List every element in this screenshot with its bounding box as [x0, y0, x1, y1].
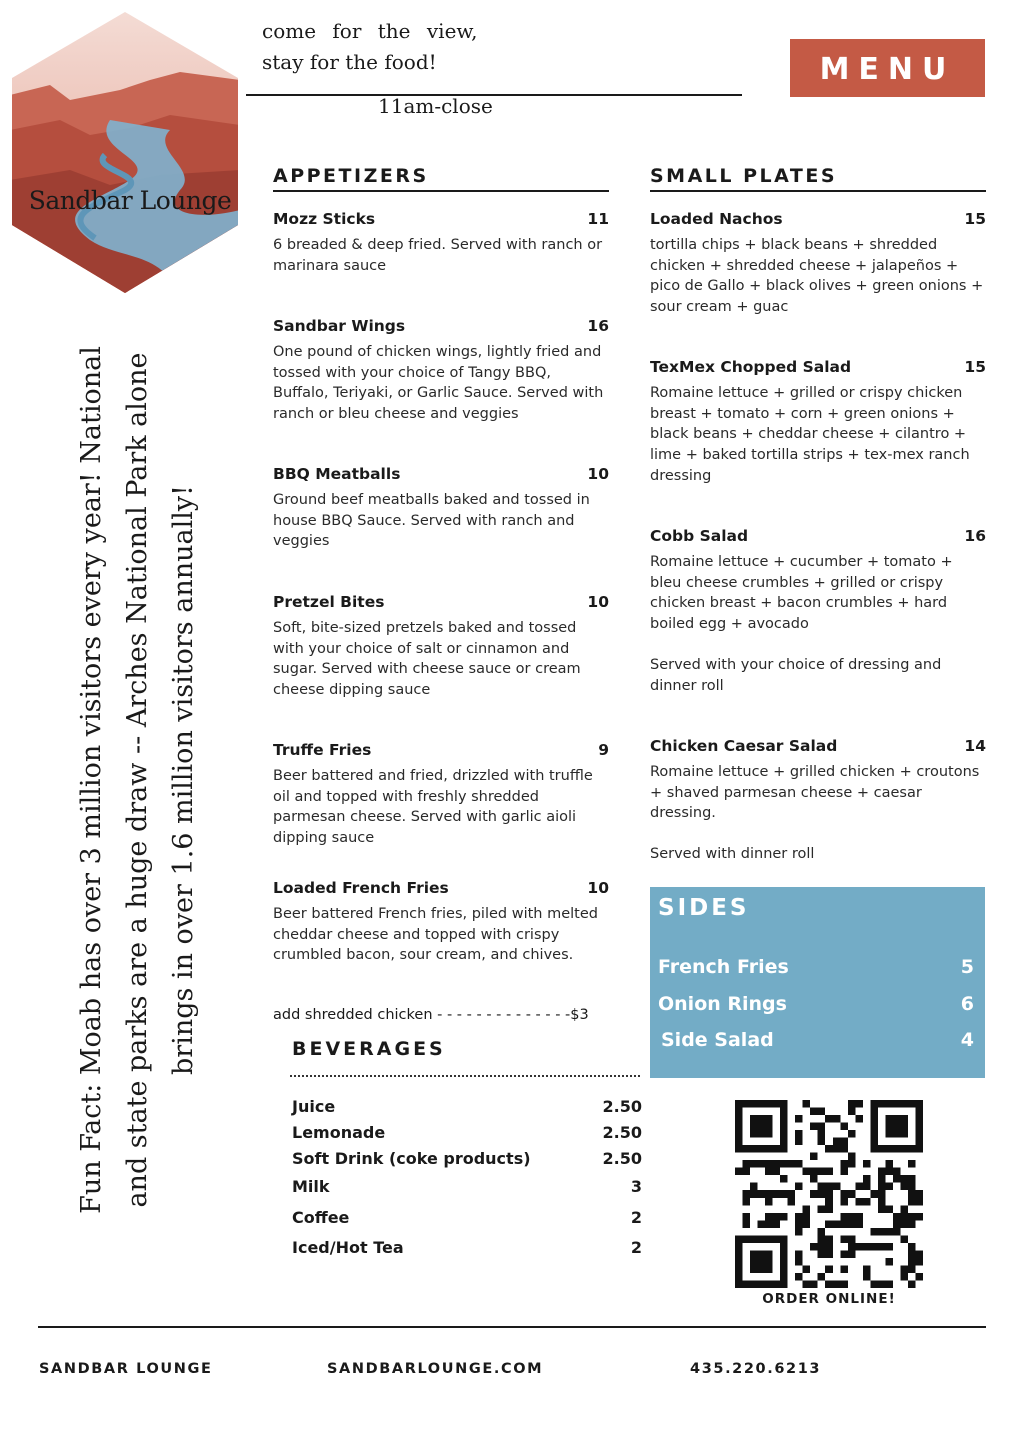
item-name: BBQ Meatballs	[273, 465, 401, 483]
beverage-name: Soft Drink (coke products)	[292, 1149, 531, 1168]
footer-name: SANDBAR LOUNGE	[39, 1361, 213, 1377]
menu-item	[273, 465, 609, 552]
side-item	[661, 1029, 974, 1051]
menu-item	[273, 879, 609, 966]
addon-note: add shredded chicken - - - - - - - - - - - - - -$3	[273, 1007, 589, 1023]
item-price: 14	[964, 737, 986, 755]
qr-code-icon[interactable]	[735, 1100, 923, 1288]
logo	[10, 10, 240, 295]
sides-panel	[650, 887, 985, 1078]
menu-item	[273, 593, 609, 701]
menu-item	[650, 527, 986, 696]
tagline	[262, 16, 478, 78]
item-desc: 6 breaded & deep fried. Served with ranch or marinara sauce	[273, 237, 603, 274]
item-note: Served with dinner roll	[650, 846, 815, 863]
tagline-line2: stay for the food!	[262, 50, 437, 74]
item-desc: Beer battered and fried, drizzled with truffle oil and topped with freshly shredded parmesan cheese. Served with garlic aioli dipping sauce	[273, 768, 593, 847]
beverage-item	[292, 1208, 642, 1227]
item-name: Sandbar Wings	[273, 317, 406, 335]
footer-website[interactable]: SANDBARLOUNGE.COM	[327, 1361, 544, 1377]
beverage-item	[292, 1177, 642, 1196]
footer-divider	[38, 1326, 986, 1328]
beverage-name: Juice	[292, 1097, 336, 1116]
item-price: 10	[587, 593, 609, 611]
item-note: Served with your choice of dressing and dinner roll	[650, 656, 942, 694]
item-name: Cobb Salad	[650, 527, 749, 545]
item-price: 11	[587, 210, 609, 228]
menu-item	[650, 737, 986, 865]
menu-item	[273, 317, 609, 425]
appetizers-title: APPETIZERS	[273, 165, 609, 192]
beverage-name: Coffee	[292, 1208, 350, 1227]
menu-badge: MENU	[790, 39, 985, 97]
beverage-price: 2.50	[602, 1097, 642, 1116]
side-price: 5	[960, 956, 974, 978]
beverage-name: Iced/Hot Tea	[292, 1238, 404, 1257]
order-online-caption: ORDER ONLINE!	[762, 1291, 896, 1307]
item-name: Chicken Caesar Salad	[650, 737, 838, 755]
tagline-line1: come for the view,	[262, 19, 478, 43]
beverage-price: 2	[630, 1208, 642, 1227]
beverage-item	[292, 1097, 642, 1116]
beverage-name: Milk	[292, 1177, 330, 1196]
item-name: Loaded French Fries	[273, 879, 449, 897]
beverage-item	[292, 1123, 642, 1142]
item-desc: Romaine lettuce + grilled chicken + croutons + shaved parmesan cheese + caesar dressing.	[650, 764, 980, 822]
item-desc: Ground beef meatballs baked and tossed in house BBQ Sauce. Served with ranch and veggies	[273, 492, 590, 550]
side-item	[658, 993, 974, 1015]
item-desc: Romaine lettuce + cucumber + tomato + bleu cheese crumbles + grilled or crispy chicken breast + bacon crumbles + hard boiled egg + avocado	[650, 554, 953, 633]
item-price: 15	[964, 210, 986, 228]
item-name: Truffe Fries	[273, 741, 372, 759]
logo-text: Sandbar Lounge	[28, 186, 232, 215]
beverages-divider	[290, 1075, 640, 1077]
beverage-price: 2.50	[602, 1123, 642, 1142]
menu-item	[273, 210, 609, 276]
side-price: 4	[960, 1029, 974, 1051]
beverages-title: BEVERAGES	[292, 1038, 446, 1060]
item-price: 16	[587, 317, 609, 335]
footer-phone[interactable]: 435.220.6213	[690, 1361, 822, 1377]
item-name: Loaded Nachos	[650, 210, 783, 228]
beverage-item	[292, 1149, 642, 1168]
canyon-logo-icon	[10, 10, 240, 295]
beverage-price: 2	[630, 1238, 642, 1257]
beverage-item	[292, 1238, 642, 1257]
menu-item	[650, 358, 986, 487]
item-desc: Beer battered French fries, piled with melted cheddar cheese and topped with crispy crumbled bacon, sour cream, and chives.	[273, 906, 598, 964]
item-price: 10	[587, 879, 609, 897]
side-name: French Fries	[658, 956, 789, 978]
side-name: Side Salad	[661, 1029, 774, 1051]
side-price: 6	[960, 993, 974, 1015]
tagline-divider	[246, 94, 742, 96]
item-price: 15	[964, 358, 986, 376]
beverage-price: 2.50	[602, 1149, 642, 1168]
item-price: 9	[598, 741, 609, 759]
item-price: 16	[964, 527, 986, 545]
beverage-price: 3	[630, 1177, 642, 1196]
menu-item	[650, 210, 986, 318]
opening-hours: 11am-close	[378, 94, 493, 118]
item-desc: Soft, bite-sized pretzels baked and tossed with your choice of salt or cinnamon and sugar. Served with cheese sauce or cream cheese dipping sauce	[273, 620, 581, 699]
item-price: 10	[587, 465, 609, 483]
beverage-name: Lemonade	[292, 1123, 386, 1142]
fun-fact: Fun Fact: Moab has over 3 million visitors every year! National and state parks are a huge draw -- Arches National Park alone brings in over 1.6 million visitors annually!	[76, 346, 199, 1214]
item-name: TexMex Chopped Salad	[650, 358, 852, 376]
item-name: Pretzel Bites	[273, 593, 385, 611]
item-desc: Romaine lettuce + grilled or crispy chicken breast + tomato + corn + green onions + black beans + cheddar cheese + cilantro + lime + baked tortilla strips + tex-mex ranch dressing	[650, 385, 970, 484]
side-item	[658, 956, 974, 978]
side-name: Onion Rings	[658, 993, 787, 1015]
small-plates-title: SMALL PLATES	[650, 165, 986, 192]
menu-item	[273, 741, 609, 849]
item-desc: One pound of chicken wings, lightly fried and tossed with your choice of Tangy BBQ, Buffalo, Teriyaki, or Garlic Sauce. Served with ranch or bleu cheese and veggies	[273, 344, 604, 423]
sides-title: SIDES	[658, 895, 750, 921]
item-name: Mozz Sticks	[273, 210, 376, 228]
item-desc: tortilla chips + black beans + shredded chicken + shredded cheese + jalapeños + pico de Gallo + black olives + green onions + sour cream + guac	[650, 237, 984, 316]
